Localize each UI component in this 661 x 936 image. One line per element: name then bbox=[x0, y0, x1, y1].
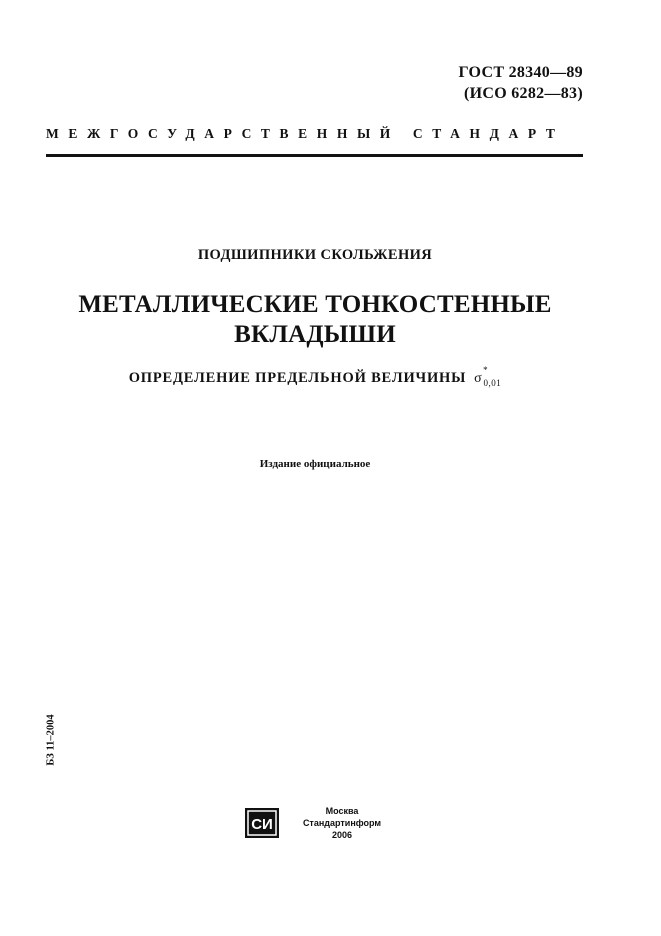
publisher-name: Стандартинформ bbox=[302, 818, 382, 828]
publisher-logo-text: СИ bbox=[251, 816, 273, 833]
title-line-2: ВКЛАДЫШИ bbox=[234, 321, 396, 348]
publisher-logo-icon bbox=[245, 808, 279, 838]
title-line-1: МЕТАЛЛИЧЕСКИЕ ТОНКОСТЕННЫЕ bbox=[78, 291, 552, 318]
sigma-letter: σ bbox=[474, 371, 483, 386]
document-title bbox=[0, 290, 630, 350]
category-heading: ПОДШИПНИКИ СКОЛЬЖЕНИЯ bbox=[197, 247, 433, 263]
interstate-standard-label: МЕЖГОСУДАРСТВЕННЫЙ СТАНДАРТ bbox=[46, 126, 565, 141]
publisher-city: Москва bbox=[325, 806, 359, 816]
side-code-text: БЗ 11–2004 bbox=[45, 714, 57, 766]
iso-number: (ИСО 6282—83) bbox=[463, 85, 583, 102]
sigma-symbol bbox=[474, 365, 502, 388]
subtitle-text: ОПРЕДЕЛЕНИЕ ПРЕДЕЛЬНОЙ ВЕЛИЧИНЫ bbox=[128, 370, 467, 386]
publisher-year: 2006 bbox=[331, 830, 353, 840]
document-identifier bbox=[458, 62, 583, 104]
standard-number: ГОСТ 28340—89 bbox=[458, 64, 583, 81]
sigma-subscript: 0,01 bbox=[483, 378, 502, 388]
edition-note: Издание официальное bbox=[259, 458, 371, 470]
publisher-imprint bbox=[292, 805, 392, 841]
sigma-superscript: * bbox=[483, 365, 489, 375]
header-divider bbox=[46, 154, 583, 157]
document-subtitle bbox=[0, 365, 630, 388]
